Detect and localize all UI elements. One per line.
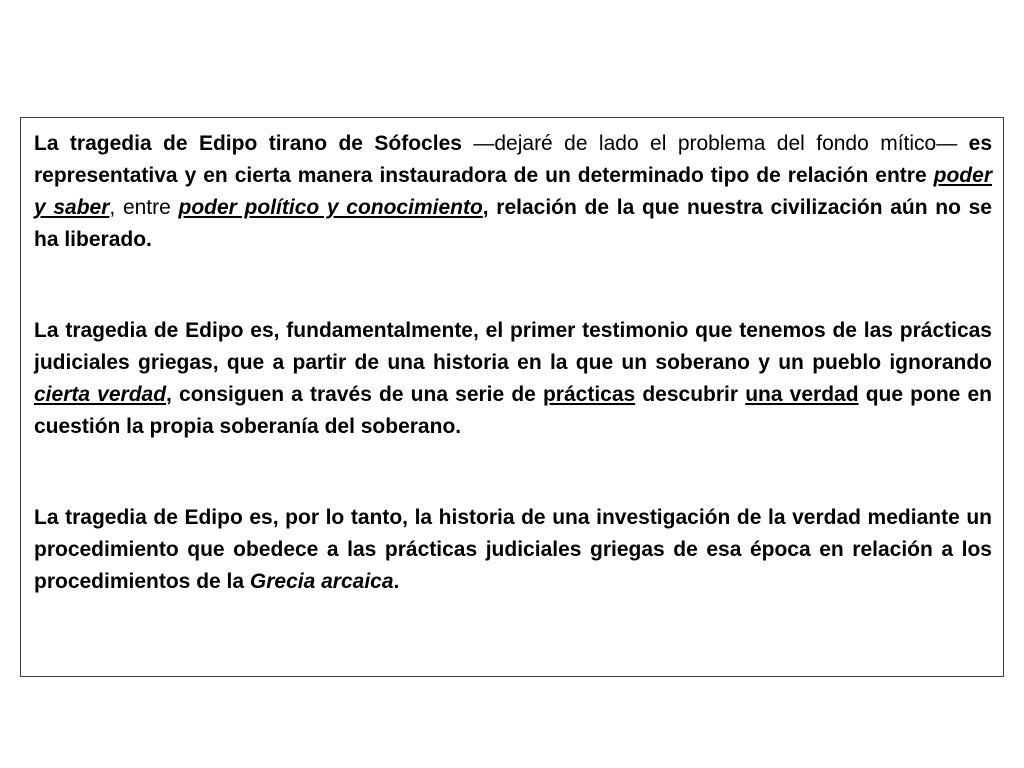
p3-intro: La tragedia de Edipo es, por lo tanto, la historia de una investigación de la verdad mediante un procedimiento que obedece a las prácticas judiciales griegas de esa época en relación a los procedimientos de la [34,506,992,593]
p2-conclusion: que pone en cuestión la propia soberanía del soberano. [34,383,992,438]
p1-intro: La tragedia de Edipo tirano de Sófocles [34,132,474,155]
p1-aside: —dejaré de lado el problema del fondo mítico— [473,132,969,155]
p1-body: es representativa y en cierta manera instauradora de un determinado tipo de relación entre [34,132,992,187]
p2-text-b: descubrir [635,383,746,406]
p3-end: . [393,570,400,593]
p2-emphasis-cierta-verdad: cierta verdad [34,383,167,406]
p2-text-a: , consiguen a través de una serie de [166,383,543,406]
p1-emphasis-poder-politico: poder político y conocimiento [178,196,483,219]
p2-emphasis-practicas: prácticas [542,383,636,406]
p2-intro: La tragedia de Edipo es, fundamentalmente, el primer testimonio que tenemos de las prácticas judiciales griegas, que a partir de una historia en la que un soberano y un pueblo ignorando [34,319,992,374]
p3-emphasis-grecia-arcaica: Grecia arcaica [249,570,394,593]
paragraph-3 [34,502,992,598]
paragraph-2 [34,315,992,443]
p1-emphasis-poder-saber: poder y saber [34,164,992,219]
p2-emphasis-una-verdad: una verdad [745,383,859,406]
paragraph-1 [34,128,992,256]
p1-conclusion: , relación de la que nuestra civilización aún no se ha liberado. [34,196,992,251]
p1-connector: , entre [109,196,179,219]
text-box [20,117,1004,677]
